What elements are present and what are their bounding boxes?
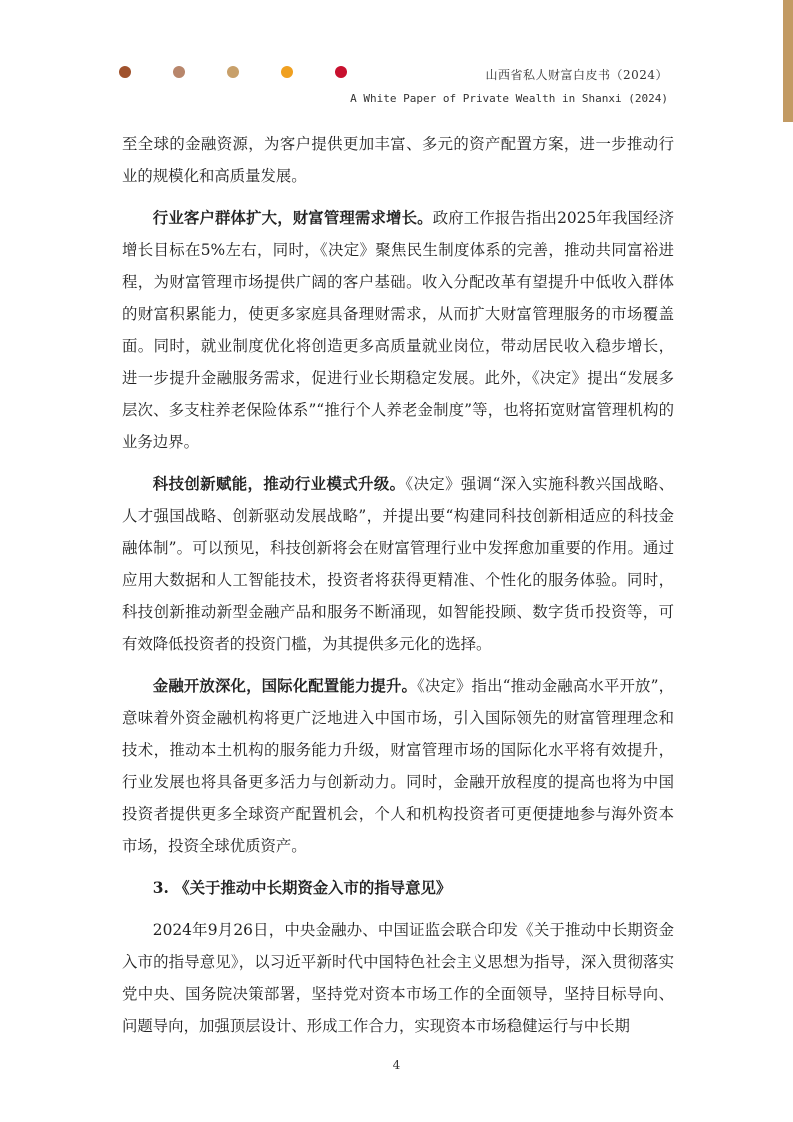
paragraph-text: 政府工作报告指出2025年我国经济增长目标在5%左右，同时，《决定》聚焦民生制度体系的完善，推动共同富裕进程，为财富管理市场提供广阔的客户基础。收入分配改革有望提升中低收入群体的财富积累能力，使更多家庭具备理财需求，从而扩大财富管理服务的市场覆盖面。同时，就业制度优化将创造更多高质量就业岗位，带动居民收入稳步增长，进一步提升金融服务需求，促进行业长期稳定发展。此外，《决定》提出“发展多层次、多支柱养老保险体系”“推行个人养老金制度”等，也将拓宽财富管理机构的业务边界。 [122, 209, 674, 451]
page-number: 4 [392, 1058, 401, 1072]
header-dot-2 [173, 66, 185, 78]
paragraph-text: 《决定》指出“推动金融高水平开放”，意味着外资金融机构将更广泛地进入中国市场，引入国际领先的财富管理理念和技术，推动本土机构的服务能力升级，财富管理市场的国际化水平将有效提升，行业发展也将具备更多活力与创新动力。同时，金融开放程度的提高也将为中国投资者提供更多全球资产配置机会，个人和机构投资者可更便捷地参与海外资本市场，投资全球优质资产。 [122, 677, 674, 855]
paragraph-text: 2024年9月26日，中央金融办、中国证监会联合印发《关于推动中长期资金入市的指导意见》，以习近平新时代中国特色社会主义思想为指导，深入贯彻落实党中央、国务院决策部署，坚持党对资本市场工作的全面领导，坚持目标导向、问题导向，加强顶层设计、形成工作合力，实现资本市场稳健运行与中长期 [122, 921, 674, 1035]
paragraph-lead: 科技创新赋能，推动行业模式升级。 [152, 475, 406, 493]
header-dot-3 [227, 66, 239, 78]
body-content [122, 128, 674, 1052]
header-title-en: A White Paper of Private Wealth in Shanxi (2024) [350, 92, 668, 105]
paragraph-financial-opening [122, 670, 674, 862]
header-title-cn: 山西省私人财富白皮书（2024） [485, 68, 668, 82]
header-dot-4 [281, 66, 293, 78]
paragraph-lead: 行业客户群体扩大，财富管理需求增长。 [152, 209, 433, 227]
paragraph-tech-innovation [122, 468, 674, 660]
header-dot-5 [335, 66, 347, 78]
paragraph-text: 至全球的金融资源，为客户提供更加丰富、多元的资产配置方案，进一步推动行业的规模化和高质量发展。 [122, 135, 674, 185]
header-dot-1 [119, 66, 131, 78]
paragraph-section-body [122, 914, 674, 1042]
paragraph-client-growth [122, 202, 674, 458]
decorative-side-bar [783, 0, 793, 122]
section-heading: 3. 《关于推动中长期资金入市的指导意见》 [152, 879, 452, 897]
paragraph-continuation [122, 128, 674, 192]
header-dots [119, 66, 389, 78]
paragraph-text: 《决定》强调“深入实施科教兴国战略、人才强国战略、创新驱动发展战略”，并提出要“构建同科技创新相适应的科技金融体制”。可以预见，科技创新将会在财富管理行业中发挥愈加重要的作用。通过应用大数据和人工智能技术，投资者将获得更精准、个性化的服务体验。同时，科技创新推动新型金融产品和服务不断涌现，如智能投顾、数字货币投资等，可有效降低投资者的投资门槛，为其提供多元化的选择。 [122, 475, 674, 653]
paragraph-lead: 金融开放深化，国际化配置能力提升。 [152, 677, 418, 695]
